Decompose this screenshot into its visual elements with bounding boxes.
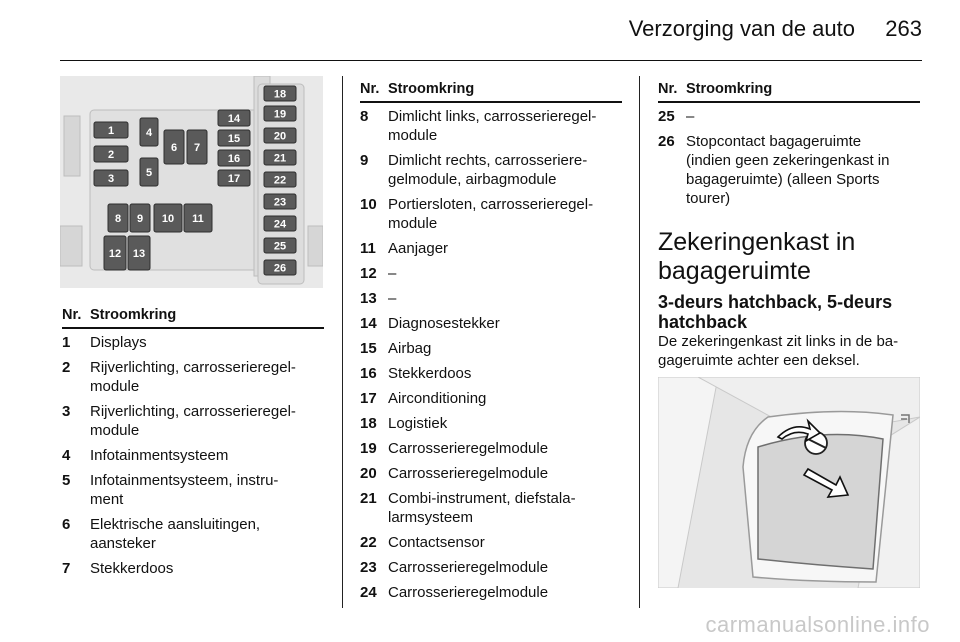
circuit-line: Carrosserieregelmodule	[388, 584, 549, 601]
table-row	[360, 464, 622, 483]
footer-watermark: carmanualsonline.info	[705, 612, 930, 637]
table-row	[360, 239, 622, 258]
column-divider	[639, 76, 640, 608]
header-circuit: Stroomkring	[90, 307, 177, 323]
subheading-line: 3-deurs hatchback, 5-deurs	[658, 292, 893, 312]
circuit-line: Diagnosestekker	[388, 315, 500, 332]
circuit-line: Airconditioning	[388, 390, 487, 407]
circuit-description	[90, 402, 296, 440]
circuit-description	[686, 107, 694, 126]
circuit-description	[388, 558, 548, 577]
circuit-line: ment	[90, 491, 124, 508]
fuse-label: 8	[114, 213, 122, 225]
circuit-line: Rijverlichting, carrosserieregel-	[90, 403, 296, 420]
circuit-line: Portiersloten, carrosserieregel-	[388, 196, 594, 213]
table-row	[62, 446, 324, 465]
circuit-line: Carrosserieregelmodule	[388, 440, 549, 457]
circuit-line: module	[388, 127, 438, 144]
table-row	[360, 558, 622, 577]
fuse-label: 10	[161, 213, 175, 225]
header-title: Verzorging van de auto	[628, 16, 855, 41]
page-number: 263	[885, 16, 922, 41]
header-nr: Nr.	[360, 81, 380, 97]
fuse-number: 8	[360, 108, 369, 125]
fuse-number: 15	[360, 340, 377, 357]
circuit-description	[388, 151, 587, 189]
circuit-description	[388, 314, 500, 333]
circuit-description	[388, 239, 448, 258]
fuse-label: 4	[145, 127, 153, 139]
section-heading-line: bagageruimte	[658, 257, 811, 285]
circuit-description	[388, 339, 431, 358]
table-row	[360, 195, 622, 233]
circuit-line: Stekkerdoos	[90, 560, 174, 577]
body-line: De zekeringenkast zit links in de ba-	[658, 333, 899, 350]
fuse-number: 12	[360, 265, 377, 282]
circuit-line: Airbag	[388, 340, 432, 357]
circuit-description	[90, 515, 260, 553]
fuse-label: 7	[193, 142, 201, 154]
circuit-description	[388, 464, 548, 483]
fuse-label: 12	[108, 248, 122, 260]
fuse-number: 23	[360, 559, 377, 576]
fuse-label: 24	[273, 218, 287, 231]
circuit-description	[388, 489, 576, 527]
circuit-description	[388, 389, 486, 408]
circuit-line: Rijverlichting, carrosserieregel-	[90, 359, 296, 376]
circuit-line: module	[388, 215, 438, 232]
circuit-line: bagageruimte) (alleen Sports	[686, 171, 880, 188]
column-divider	[342, 76, 343, 608]
circuit-line: Infotainmentsysteem, instru-	[90, 472, 279, 489]
circuit-description	[90, 358, 296, 396]
fuse-label: 15	[227, 133, 241, 145]
fuse-number: 21	[360, 490, 377, 507]
fuse-label: 3	[107, 173, 115, 185]
fuse-number: 13	[360, 290, 377, 307]
section-subheading	[658, 292, 892, 332]
subheading-line: hatchback	[658, 312, 748, 332]
circuit-line: –	[686, 108, 695, 125]
fuse-label: 2	[107, 149, 115, 161]
circuit-description	[388, 414, 447, 433]
fuse-number: 20	[360, 465, 377, 482]
table-row	[360, 533, 622, 552]
circuit-line: module	[90, 378, 140, 395]
fuse-number: 24	[360, 584, 377, 601]
table-row	[62, 333, 324, 352]
circuit-description	[388, 533, 485, 552]
circuit-line: gelmodule, airbagmodule	[388, 171, 557, 188]
fuse-label: 11	[192, 213, 204, 225]
fuse-number: 16	[360, 365, 377, 382]
page-header	[0, 0, 960, 60]
table-row	[62, 358, 324, 396]
table-row	[360, 583, 622, 602]
table-row	[360, 339, 622, 358]
fuse-number: 2	[62, 359, 71, 376]
circuit-line: Aanjager	[388, 240, 449, 257]
circuit-line: Carrosserieregelmodule	[388, 465, 549, 482]
fuse-number: 9	[360, 152, 369, 169]
table-row	[360, 314, 622, 333]
circuit-line: Displays	[90, 334, 147, 351]
header-nr: Nr.	[658, 81, 678, 97]
circuit-description	[388, 364, 471, 383]
table-row	[360, 364, 622, 383]
circuit-line: module	[90, 422, 140, 439]
circuit-line: Contactsensor	[388, 534, 485, 551]
fuse-number: 11	[360, 240, 376, 257]
table-row	[360, 414, 622, 433]
fuse-label: 5	[145, 167, 153, 179]
fuse-number: 3	[62, 403, 71, 420]
table-row	[360, 107, 622, 145]
fuse-label: 14	[227, 113, 241, 125]
section-body	[658, 332, 898, 370]
fuse-number: 25	[658, 108, 675, 125]
circuit-description	[388, 583, 548, 602]
fuse-label: 18	[273, 88, 287, 101]
table-row	[360, 439, 622, 458]
fuse-number: 4	[62, 447, 71, 464]
circuit-description	[90, 333, 147, 352]
section-heading-line: Zekeringenkast in	[658, 228, 856, 256]
fuse-label: 17	[227, 173, 241, 185]
circuit-description	[90, 471, 278, 509]
circuit-description	[388, 107, 596, 145]
header-rule	[60, 60, 922, 61]
fuse-number: 7	[62, 560, 71, 577]
circuit-line: (indien geen zekeringenkast in	[686, 152, 890, 169]
fuse-label: 19	[273, 108, 287, 121]
fuse-number: 5	[62, 472, 71, 489]
circuit-description	[388, 289, 396, 308]
circuit-description	[388, 439, 548, 458]
circuit-line: Combi-instrument, diefstala-	[388, 490, 576, 507]
table-header	[360, 81, 622, 99]
circuit-line: tourer)	[686, 190, 731, 207]
circuit-description	[388, 195, 593, 233]
table-row	[360, 489, 622, 527]
fuse-label: 26	[273, 262, 287, 275]
fuse-label: 25	[273, 240, 287, 253]
table-header	[658, 81, 920, 99]
fuse-label: 22	[273, 174, 287, 187]
circuit-line: larmsysteem	[388, 509, 474, 526]
fuse-number: 10	[360, 196, 377, 213]
fuse-label: 21	[273, 152, 287, 165]
fuse-label: 13	[132, 248, 146, 260]
circuit-description	[90, 559, 173, 578]
fuse-label: 1	[107, 125, 115, 137]
circuit-line: Infotainmentsysteem	[90, 447, 229, 464]
circuit-line: Stopcontact bagageruimte	[686, 133, 862, 150]
circuit-line: Dimlicht links, carrosserieregel-	[388, 108, 597, 125]
fuse-label: 23	[273, 196, 287, 209]
table-row	[62, 471, 324, 509]
circuit-line: –	[388, 265, 397, 282]
table-header-rule	[658, 101, 920, 103]
table-header-rule	[62, 327, 324, 329]
circuit-line: –	[388, 290, 397, 307]
fuse-number: 19	[360, 440, 377, 457]
table-header-rule	[360, 101, 622, 103]
fuse-label: 9	[136, 213, 144, 225]
fuse-number: 6	[62, 516, 71, 533]
fuse-number: 18	[360, 415, 377, 432]
fuse-number: 26	[658, 133, 675, 150]
fuse-label: 16	[227, 153, 241, 165]
circuit-line: Carrosserieregelmodule	[388, 559, 549, 576]
header-circuit: Stroomkring	[686, 81, 773, 97]
table-row	[62, 402, 324, 440]
circuit-line: Logistiek	[388, 415, 448, 432]
fuse-box-diagram	[60, 76, 323, 288]
header-circuit: Stroomkring	[388, 81, 475, 97]
circuit-line: Elektrische aansluitingen,	[90, 516, 261, 533]
table-row	[360, 289, 622, 308]
fuse-number: 1	[62, 334, 71, 351]
table-row	[658, 107, 920, 126]
table-row	[62, 559, 324, 578]
fuse-number: 14	[360, 315, 377, 332]
fuse-label: 6	[170, 142, 178, 154]
table-header	[62, 307, 324, 325]
circuit-description	[388, 264, 396, 283]
body-line: gageruimte achter een deksel.	[658, 352, 860, 369]
table-row	[360, 264, 622, 283]
circuit-line: aansteker	[90, 535, 156, 552]
trunk-fusebox-illustration	[658, 377, 920, 588]
fuse-number: 17	[360, 390, 377, 407]
circuit-description	[686, 132, 889, 208]
table-row	[658, 132, 920, 208]
fuse-label: 20	[273, 130, 287, 143]
circuit-line: Dimlicht rechts, carrosseriere-	[388, 152, 588, 169]
table-row	[360, 389, 622, 408]
header-nr: Nr.	[62, 307, 82, 323]
section-heading	[658, 228, 855, 286]
circuit-line: Stekkerdoos	[388, 365, 472, 382]
circuit-description	[90, 446, 228, 465]
table-row	[62, 515, 324, 553]
fuse-number: 22	[360, 534, 377, 551]
table-row	[360, 151, 622, 189]
